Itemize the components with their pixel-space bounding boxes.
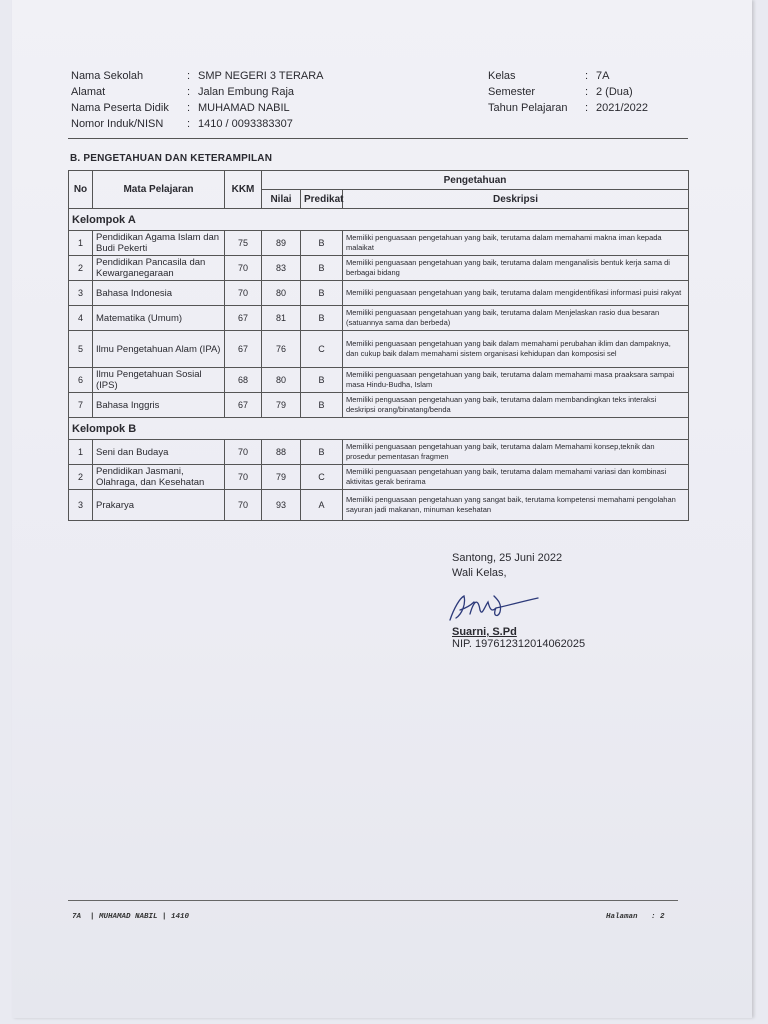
col-group-header: Pengetahuan bbox=[262, 171, 689, 190]
description-text: Memiliki penguasaan pengetahuan yang sangat baik, terutama kompetensi memahami pengolahan sayuran jadi makanan, minuman kesehatan bbox=[343, 490, 689, 521]
description-text: Memiliki penguasaan pengetahuan yang baik, terutama dalam mengidentifikasi informasi puisi rakyat bbox=[343, 281, 689, 306]
table-row bbox=[69, 393, 689, 418]
row-number: 7 bbox=[69, 393, 93, 418]
table-row bbox=[69, 281, 689, 306]
info-label: Nomor Induk/NISN bbox=[71, 118, 164, 130]
row-number: 5 bbox=[69, 331, 93, 368]
subject-name: Pendidikan Agama Islam dan Budi Pekerti bbox=[93, 231, 225, 256]
footer-student: 7A | MUHAMAD NABIL | 1410 bbox=[72, 913, 190, 921]
row-number: 1 bbox=[69, 440, 93, 465]
kkm-value: 67 bbox=[225, 393, 262, 418]
student-info bbox=[71, 68, 324, 132]
score-value: 81 bbox=[262, 306, 301, 331]
row-number: 2 bbox=[69, 465, 93, 490]
signature-block bbox=[452, 551, 562, 581]
row-number: 2 bbox=[69, 256, 93, 281]
section-title: B. PENGETAHUAN DAN KETERAMPILAN bbox=[70, 153, 273, 164]
subject-name: Bahasa Inggris bbox=[93, 393, 225, 418]
colon-separator: : bbox=[585, 86, 589, 98]
info-label: Tahun Pelajaran bbox=[488, 102, 568, 114]
footer-page: Halaman : 2 bbox=[606, 913, 665, 921]
col-kkm-header: KKM bbox=[225, 171, 262, 209]
kkm-value: 70 bbox=[225, 281, 262, 306]
score-value: 93 bbox=[262, 490, 301, 521]
handwritten-signature bbox=[444, 590, 544, 628]
score-value: 89 bbox=[262, 231, 301, 256]
kkm-value: 70 bbox=[225, 256, 262, 281]
header-divider bbox=[68, 138, 688, 139]
predicate-value: B bbox=[301, 306, 343, 331]
signer-name: Suarni, S.Pd bbox=[452, 626, 517, 638]
info-label: Alamat bbox=[71, 86, 106, 98]
info-row bbox=[71, 84, 324, 100]
kkm-value: 70 bbox=[225, 440, 262, 465]
kkm-value: 67 bbox=[225, 306, 262, 331]
colon-separator: : bbox=[585, 70, 589, 82]
score-value: 79 bbox=[262, 465, 301, 490]
place-date: Santong, 25 Juni 2022 bbox=[452, 552, 563, 564]
info-value: 7A bbox=[596, 70, 610, 82]
grades-table bbox=[68, 170, 689, 521]
colon-separator: : bbox=[187, 118, 191, 130]
info-row bbox=[71, 116, 324, 132]
group-row bbox=[69, 418, 689, 440]
group-label: Kelompok A bbox=[69, 209, 689, 231]
subject-name: Pendidikan Jasmani, Olahraga, dan Kesehatan bbox=[93, 465, 225, 490]
table-row bbox=[69, 256, 689, 281]
kkm-value: 70 bbox=[225, 490, 262, 521]
group-row bbox=[69, 209, 689, 231]
subject-name: Seni dan Budaya bbox=[93, 440, 225, 465]
kkm-value: 70 bbox=[225, 465, 262, 490]
colon-separator: : bbox=[187, 102, 191, 114]
subject-name: Pendidikan Pancasila dan Kewarganegaraan bbox=[93, 256, 225, 281]
col-score-header: Nilai bbox=[262, 190, 301, 209]
table-row bbox=[69, 231, 689, 256]
description-text: Memiliki penguasaan pengetahuan yang baik, terutama dalam memahami masa praaksara sampai masa Hindu-Budha, Islam bbox=[343, 368, 689, 393]
info-row bbox=[488, 84, 648, 100]
score-value: 88 bbox=[262, 440, 301, 465]
colon-separator: : bbox=[187, 70, 191, 82]
description-text: Memiliki penguasaan pengetahuan yang baik, terutama dalam memahami variasi dan kombinasi aktivitas gerak berirama bbox=[343, 465, 689, 490]
predicate-value: B bbox=[301, 368, 343, 393]
info-label: Nama Peserta Didik bbox=[71, 102, 169, 114]
info-value: MUHAMAD NABIL bbox=[198, 102, 290, 114]
info-row bbox=[71, 68, 324, 84]
info-row bbox=[71, 100, 324, 116]
class-info bbox=[488, 68, 648, 116]
description-text: Memiliki penguasaan pengetahuan yang baik, terutama dalam menganalisis bentuk kerja sama di berbagai bidang bbox=[343, 256, 689, 281]
predicate-value: C bbox=[301, 331, 343, 368]
table-row bbox=[69, 306, 689, 331]
row-number: 3 bbox=[69, 490, 93, 521]
group-label: Kelompok B bbox=[69, 418, 689, 440]
table-row bbox=[69, 490, 689, 521]
score-value: 76 bbox=[262, 331, 301, 368]
info-value: 2 (Dua) bbox=[596, 86, 633, 98]
info-label: Kelas bbox=[488, 70, 516, 82]
table-row bbox=[69, 440, 689, 465]
info-label: Nama Sekolah bbox=[71, 70, 144, 82]
subject-name: Bahasa Indonesia bbox=[93, 281, 225, 306]
info-value: 1410 / 0093383307 bbox=[198, 118, 293, 130]
row-number: 6 bbox=[69, 368, 93, 393]
signer-role: Wali Kelas, bbox=[452, 567, 507, 579]
table-row bbox=[69, 368, 689, 393]
predicate-value: C bbox=[301, 465, 343, 490]
info-value: Jalan Embung Raja bbox=[198, 86, 295, 98]
score-value: 83 bbox=[262, 256, 301, 281]
subject-name: Ilmu Pengetahuan Alam (IPA) bbox=[93, 331, 225, 368]
table-row bbox=[69, 331, 689, 368]
info-value: SMP NEGERI 3 TERARA bbox=[198, 70, 324, 82]
predicate-value: B bbox=[301, 393, 343, 418]
info-row bbox=[488, 68, 648, 84]
predicate-value: B bbox=[301, 281, 343, 306]
predicate-value: B bbox=[301, 256, 343, 281]
description-text: Memiliki penguasaan pengetahuan yang baik dalam memahami perubahan iklim dan dampaknya, dan cukup baik dalam memahami sistem organisasi kehidupan dan komposisi sel bbox=[343, 331, 689, 368]
col-subject-header: Mata Pelajaran bbox=[93, 171, 225, 209]
kkm-value: 75 bbox=[225, 231, 262, 256]
row-number: 4 bbox=[69, 306, 93, 331]
predicate-value: A bbox=[301, 490, 343, 521]
table-row bbox=[69, 465, 689, 490]
info-value: 2021/2022 bbox=[596, 102, 648, 114]
score-value: 80 bbox=[262, 281, 301, 306]
footer-divider bbox=[68, 900, 678, 901]
signer-nip: NIP. 197612312014062025 bbox=[452, 638, 586, 650]
subject-name: Matematika (Umum) bbox=[93, 306, 225, 331]
row-number: 3 bbox=[69, 281, 93, 306]
colon-separator: : bbox=[585, 102, 589, 114]
score-value: 80 bbox=[262, 368, 301, 393]
col-no-header: No bbox=[69, 171, 93, 209]
kkm-value: 68 bbox=[225, 368, 262, 393]
info-row bbox=[488, 100, 648, 116]
subject-name: Prakarya bbox=[93, 490, 225, 521]
description-text: Memiliki penguasaan pengetahuan yang baik, terutama dalam memahami makna iman kepada malaikat bbox=[343, 231, 689, 256]
score-value: 79 bbox=[262, 393, 301, 418]
predicate-value: B bbox=[301, 231, 343, 256]
subject-name: Ilmu Pengetahuan Sosial (IPS) bbox=[93, 368, 225, 393]
kkm-value: 67 bbox=[225, 331, 262, 368]
description-text: Memiliki penguasaan pengetahuan yang baik, terutama dalam Menjelaskan rasio dua besaran (satuannya sama dan berbeda) bbox=[343, 306, 689, 331]
description-text: Memiliki penguasaan pengetahuan yang baik, terutama dalam membandingkan teks interaksi deskripsi orang/binatang/benda bbox=[343, 393, 689, 418]
col-description-header: Deskripsi bbox=[343, 190, 689, 209]
predicate-value: B bbox=[301, 440, 343, 465]
info-label: Semester bbox=[488, 86, 536, 98]
row-number: 1 bbox=[69, 231, 93, 256]
colon-separator: : bbox=[187, 86, 191, 98]
col-predicate-header: Predikat bbox=[301, 190, 343, 209]
description-text: Memiliki penguasaan pengetahuan yang baik, terutama dalam Memahami konsep,teknik dan prosedur pementasan fragmen bbox=[343, 440, 689, 465]
